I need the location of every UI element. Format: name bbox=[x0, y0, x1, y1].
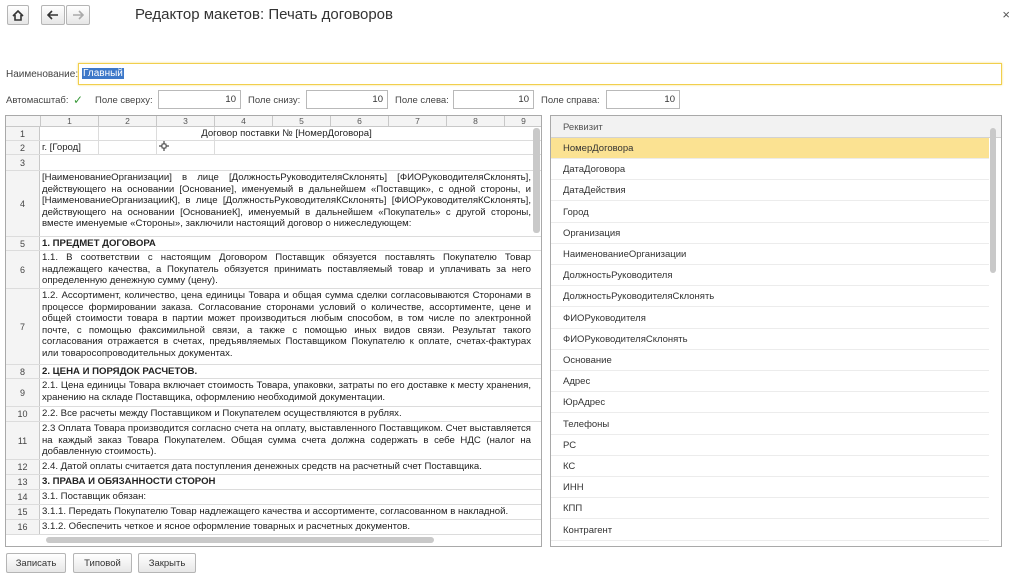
arrow-right-icon bbox=[72, 10, 84, 20]
margins-row bbox=[0, 90, 1024, 110]
autoscale-label: Автомасштаб: bbox=[6, 95, 69, 106]
row-number: 14 bbox=[6, 490, 40, 504]
attribute-item[interactable]: КПП bbox=[551, 498, 989, 519]
table-row[interactable] bbox=[6, 422, 541, 460]
row-cell[interactable]: 3.1.1. Передать Покупателю Товар надлежащего качества и ассортименте, согласованном в накладной. bbox=[42, 506, 509, 517]
sheet-vertical-scrollbar[interactable] bbox=[533, 128, 540, 233]
row-cell[interactable]: 3. ПРАВА И ОБЯЗАННОСТИ СТОРОН bbox=[42, 476, 216, 487]
column-header-row bbox=[6, 116, 541, 127]
row-number: 16 bbox=[6, 520, 40, 534]
default-template-button[interactable]: Типовой bbox=[73, 553, 132, 573]
row-cell[interactable] bbox=[42, 155, 531, 170]
table-row[interactable] bbox=[6, 475, 541, 490]
table-row[interactable] bbox=[6, 155, 541, 171]
margin-right-input[interactable]: 10 bbox=[606, 90, 680, 109]
attribute-item[interactable]: ДолжностьРуководителяСклонять bbox=[551, 286, 989, 307]
table-row[interactable] bbox=[6, 237, 541, 251]
table-row[interactable] bbox=[6, 289, 541, 365]
row-number: 13 bbox=[6, 475, 40, 489]
column-header[interactable]: 5 bbox=[273, 116, 331, 127]
row-number: 1 bbox=[6, 127, 40, 140]
column-header[interactable]: 8 bbox=[447, 116, 505, 127]
row-cell[interactable]: 2.2. Все расчеты между Поставщиком и Покупателем осуществляются в рублях. bbox=[42, 408, 402, 419]
close-button[interactable]: Закрыть bbox=[138, 553, 196, 573]
table-row[interactable] bbox=[6, 460, 541, 475]
row-number: 3 bbox=[6, 155, 40, 170]
table-row[interactable] bbox=[6, 365, 541, 379]
row-cell[interactable]: 2.4. Датой оплаты считается дата поступления денежных средств на расчетный счет Поставщика. bbox=[42, 461, 482, 472]
window-title: Редактор макетов: Печать договоров bbox=[135, 6, 393, 23]
attribute-item[interactable]: Город bbox=[551, 202, 989, 223]
column-header[interactable]: 7 bbox=[389, 116, 447, 127]
attribute-item[interactable]: ИНН bbox=[551, 477, 989, 498]
table-row[interactable] bbox=[6, 520, 541, 535]
template-spreadsheet[interactable] bbox=[5, 115, 542, 547]
attribute-item[interactable]: КС bbox=[551, 456, 989, 477]
close-icon[interactable]: × bbox=[1002, 7, 1010, 22]
column-header[interactable]: 2 bbox=[99, 116, 157, 127]
attribute-item[interactable]: Контрагент bbox=[551, 520, 989, 541]
attribute-item[interactable]: НаименованиеОрганизации bbox=[551, 244, 989, 265]
row-cell[interactable]: 1. ПРЕДМЕТ ДОГОВОРА bbox=[42, 238, 156, 249]
table-row[interactable] bbox=[6, 505, 541, 520]
attributes-header: Реквизит bbox=[551, 116, 1001, 138]
row-cell[interactable]: [НаименованиеОрганизации] в лице [ДолжностьРуководителяСклонять] [ФИОРуководителяСклонять], действующего на основании [Основание], именуемый в дальнейшем «Поставщик», с одной стороны, и [НаименованиеОрганизацииК], в лице [ДолжностьРуководителяКСклонять] [ФИОРуководителяКСклонять], действующего на основании [ОснованиеК], именуемый в дальнейшем «Покупатель» с другой стороны, вместе именуемые «Стороны», заключили настоящий договор о нижеследующем: bbox=[42, 172, 531, 229]
attribute-item[interactable]: ДолжностьРуководителя bbox=[551, 265, 989, 286]
attribute-item[interactable]: ЮрАдрес bbox=[551, 392, 989, 413]
row-cell[interactable]: Договор поставки № [НомерДоговора] bbox=[201, 128, 372, 139]
margin-bottom-input[interactable]: 10 bbox=[306, 90, 388, 109]
table-row[interactable] bbox=[6, 407, 541, 422]
row-cell[interactable]: 1.1. В соответствии с настоящим Договором Поставщик обязуется поставлять Покупателю Товар надлежащего качества, а Покупатель обязуется принимать поставляемый товар и уплачивать за него определенную денежную сумму (цену). bbox=[42, 252, 531, 286]
margin-bottom-label: Поле снизу: bbox=[248, 95, 301, 106]
attributes-list bbox=[550, 115, 1002, 547]
column-header[interactable]: 4 bbox=[215, 116, 273, 127]
row-cell[interactable]: 2.3 Оплата Товара производится согласно счета на оплату, выставленного Поставщиком. Счет выставляется на каждый заказ Товара Покупателем. Общая сумма счета должна содержать в себе НДС (налог на добавленную стоимость). bbox=[42, 423, 531, 457]
forward-button[interactable] bbox=[66, 5, 90, 25]
row-number: 10 bbox=[6, 407, 40, 421]
row-number: 6 bbox=[6, 251, 40, 288]
row-number: 4 bbox=[6, 171, 40, 236]
margin-left-input[interactable]: 10 bbox=[453, 90, 534, 109]
move-cursor-icon bbox=[159, 141, 169, 151]
row-number: 9 bbox=[6, 379, 40, 406]
attribute-item[interactable]: ФИОРуководителяСклонять bbox=[551, 329, 989, 350]
attribute-item[interactable]: ФИОРуководителя bbox=[551, 308, 989, 329]
save-button[interactable]: Записать bbox=[6, 553, 66, 573]
attribute-item[interactable]: Адрес bbox=[551, 371, 989, 392]
corner-cell bbox=[6, 116, 41, 127]
table-row[interactable] bbox=[6, 141, 541, 155]
row-cell[interactable]: 3.1.2. Обеспечить четкое и ясное оформление товарных и расчетных документов. bbox=[42, 521, 410, 532]
column-header[interactable]: 3 bbox=[157, 116, 215, 127]
name-label: Наименование: bbox=[6, 69, 79, 80]
margin-left-label: Поле слева: bbox=[395, 95, 449, 106]
row-cell[interactable]: 2. ЦЕНА И ПОРЯДОК РАСЧЕТОВ. bbox=[42, 366, 198, 377]
attribute-item[interactable]: ДатаДействия bbox=[551, 180, 989, 201]
table-row[interactable] bbox=[6, 171, 541, 237]
table-row[interactable] bbox=[6, 127, 541, 141]
attribute-item[interactable]: Организация bbox=[551, 223, 989, 244]
attribute-item[interactable]: ДатаДоговора bbox=[551, 159, 989, 180]
table-row[interactable] bbox=[6, 251, 541, 289]
row-cell[interactable]: 1.2. Ассортимент, количество, цена единицы Товара и общая сумма сделки согласовываются Сторонами в процессе формировании заказа. Согласование сторонами условий о количестве, ассортименте, цене и общей стоимости товара в партии может производиться любым способом, в том числе по электронной почте, с помощью факсимильной связи, а также с помощью иных видов связи. Результат такого согласования отражается в счетах, предъявляемых Поставщиком Покупателю к оплате, счетах-фактурах или товаросопроводительных документах. bbox=[42, 290, 531, 359]
row-cell[interactable]: г. [Город] bbox=[42, 142, 81, 153]
row-number: 2 bbox=[6, 141, 40, 154]
home-icon bbox=[12, 10, 24, 21]
row-cell[interactable]: 3.1. Поставщик обязан: bbox=[42, 491, 147, 502]
margin-right-label: Поле справа: bbox=[541, 95, 600, 106]
attribute-item[interactable]: РС bbox=[551, 435, 989, 456]
table-row[interactable] bbox=[6, 379, 541, 407]
attribute-item[interactable]: Основание bbox=[551, 350, 989, 371]
sheet-horizontal-scrollbar[interactable] bbox=[46, 537, 434, 543]
column-header[interactable]: 1 bbox=[41, 116, 99, 127]
row-number: 7 bbox=[6, 289, 40, 364]
attribute-item[interactable]: Телефоны bbox=[551, 414, 989, 435]
table-row[interactable] bbox=[6, 490, 541, 505]
autoscale-checkbox[interactable]: ✓ bbox=[73, 93, 84, 107]
row-number: 11 bbox=[6, 422, 40, 459]
attribute-item[interactable]: НомерДоговора bbox=[551, 138, 989, 159]
row-number: 12 bbox=[6, 460, 40, 474]
attributes-scrollbar[interactable] bbox=[990, 128, 996, 273]
name-input[interactable] bbox=[78, 63, 1002, 85]
row-number: 15 bbox=[6, 505, 40, 519]
column-header[interactable]: 6 bbox=[331, 116, 389, 127]
row-number: 5 bbox=[6, 237, 40, 250]
row-number: 8 bbox=[6, 365, 40, 378]
row-cell[interactable]: 2.1. Цена единицы Товара включает стоимость Товара, упаковки, затраты по его доставке к месту хранения, хранению на складе Поставщика, оформлению необходимой документации. bbox=[42, 380, 531, 403]
margin-top-input[interactable]: 10 bbox=[158, 90, 241, 109]
name-input-value: Главный bbox=[83, 68, 123, 79]
arrow-left-icon bbox=[47, 10, 59, 20]
title-bar bbox=[0, 0, 1024, 34]
back-button[interactable] bbox=[41, 5, 65, 25]
column-header[interactable]: 9 bbox=[505, 116, 542, 127]
margin-top-label: Поле сверху: bbox=[95, 95, 153, 106]
home-button[interactable] bbox=[7, 5, 29, 25]
